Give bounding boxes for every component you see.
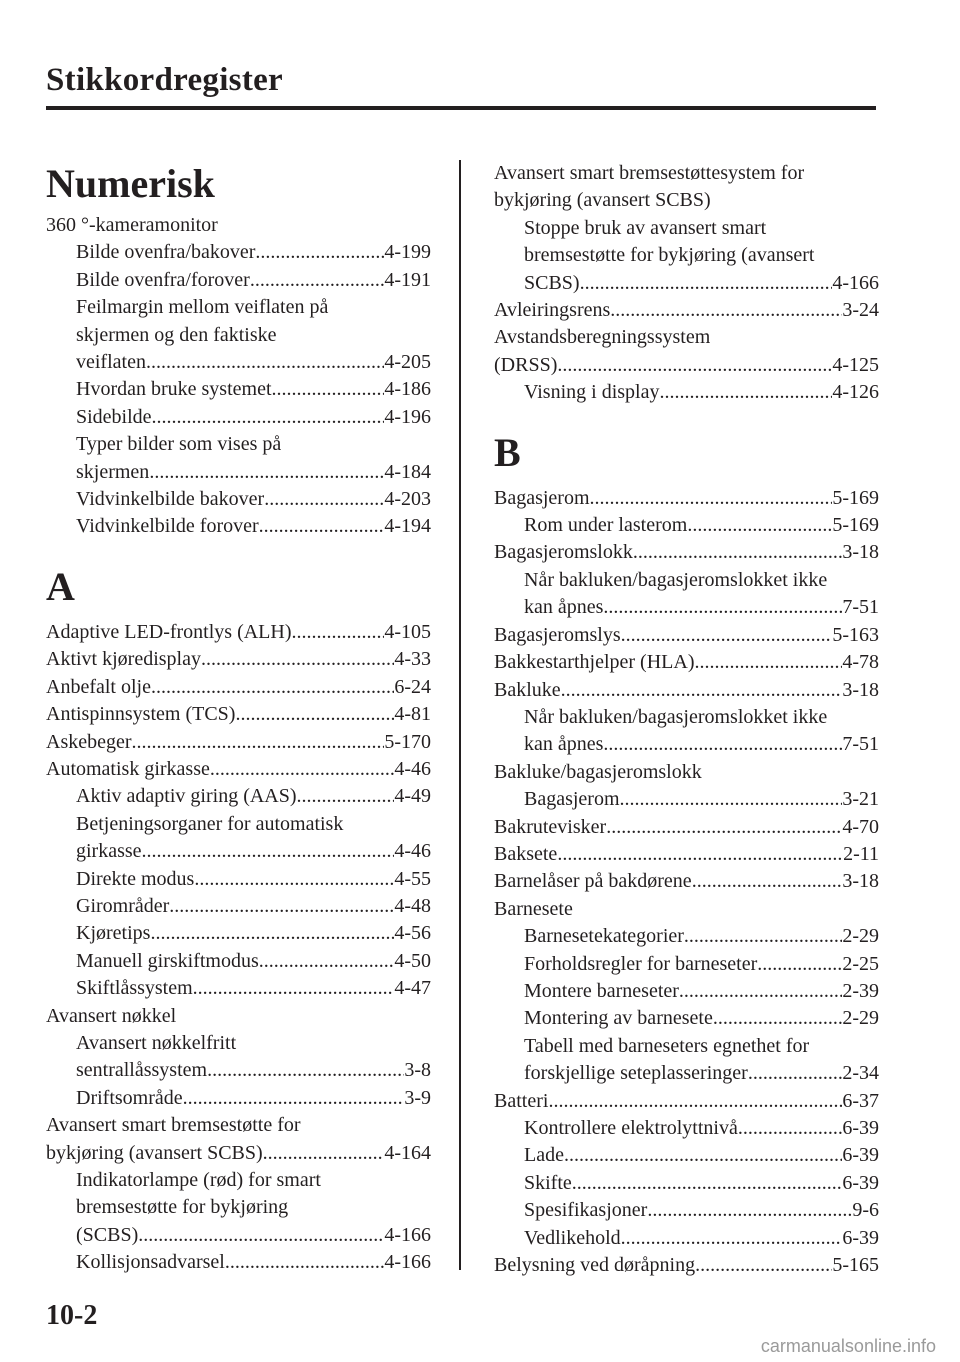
dot-leader xyxy=(621,1225,843,1252)
dot-leader xyxy=(235,701,394,728)
index-entry xyxy=(46,1140,431,1167)
entry-term: Når bakluken/bagasjeromslokket ikke xyxy=(524,568,828,591)
dot-leader xyxy=(149,459,384,486)
dot-leader xyxy=(557,841,843,868)
index-entry xyxy=(494,324,879,351)
index-list-a xyxy=(46,619,431,1277)
index-subentry xyxy=(46,486,431,513)
entry-term: Baksete xyxy=(494,842,558,865)
index-entry xyxy=(494,187,879,214)
dot-leader xyxy=(150,920,394,947)
entry-term: bremsestøtte for bykjøring (avansert xyxy=(524,244,815,267)
entry-term: Bilde ovenfra/bakover xyxy=(76,241,256,264)
dot-leader xyxy=(292,619,385,646)
dot-leader xyxy=(757,951,842,978)
index-entry xyxy=(46,701,431,728)
entry-term: Anbefalt olje xyxy=(46,675,151,698)
entry-page-ref: 4-199 xyxy=(384,241,431,264)
entry-term: Bakluke xyxy=(494,678,561,701)
index-entry xyxy=(46,646,431,673)
entry-page-ref: 3-18 xyxy=(842,870,879,893)
index-entry xyxy=(494,649,879,676)
dot-leader xyxy=(151,674,394,701)
dot-leader xyxy=(259,948,395,975)
entry-term: bykjøring (avansert SCBS) xyxy=(46,1141,263,1164)
entry-page-ref: 6-39 xyxy=(842,1144,879,1167)
index-subentry xyxy=(46,1194,431,1221)
entry-term: Barnesete xyxy=(494,897,573,920)
index-subentry xyxy=(46,239,431,266)
index-subentry xyxy=(494,242,879,269)
index-subentry xyxy=(46,431,431,458)
entry-page-ref: 4-56 xyxy=(394,922,431,945)
index-subentry xyxy=(494,567,879,594)
entry-term: Bakluke/bagasjeromslokk xyxy=(494,760,702,783)
entry-term: bremsestøtte for bykjøring xyxy=(76,1196,289,1219)
entry-term: Spesifikasjoner xyxy=(524,1199,648,1222)
entry-term: Vedlikehold xyxy=(524,1226,621,1249)
entry-page-ref: 3-8 xyxy=(404,1059,431,1082)
index-subentry xyxy=(494,1115,879,1142)
index-entry xyxy=(494,814,879,841)
entry-term: Avansert nøkkelfritt xyxy=(76,1031,237,1054)
entry-page-ref: 4-47 xyxy=(394,977,431,1000)
index-subentry xyxy=(494,731,879,758)
entry-term: Skifte xyxy=(524,1171,572,1194)
index-subentry xyxy=(46,948,431,975)
entry-page-ref: 2-39 xyxy=(842,979,879,1002)
dot-leader xyxy=(250,267,385,294)
index-entry xyxy=(494,485,879,512)
index-subentry xyxy=(494,379,879,406)
entry-term: Montering av barnesete xyxy=(524,1007,713,1030)
entry-term: Barnelåser på bakdørene xyxy=(494,870,692,893)
index-subentry xyxy=(494,215,879,242)
entry-term: Bilde ovenfra/forover xyxy=(76,268,250,291)
dot-leader xyxy=(557,352,832,379)
index-list-b xyxy=(494,485,879,1280)
dot-leader xyxy=(580,270,833,297)
dot-leader xyxy=(659,379,832,406)
entry-term: Typer bilder som vises på xyxy=(76,433,282,456)
index-subentry xyxy=(494,1033,879,1060)
entry-page-ref: 4-78 xyxy=(842,651,879,674)
index-entry xyxy=(46,619,431,646)
index-subentry xyxy=(46,349,431,376)
dot-leader xyxy=(264,486,384,513)
dot-leader xyxy=(621,622,833,649)
watermark: carmanualsonline.info xyxy=(760,1336,936,1356)
index-subentry xyxy=(46,866,431,893)
entry-term: Vidvinkelbilde bakover xyxy=(76,488,265,511)
entry-term: girkasse xyxy=(76,840,142,863)
index-subentry xyxy=(46,294,431,321)
entry-page-ref: 2-11 xyxy=(843,842,879,865)
entry-term: Visning i display xyxy=(524,381,660,404)
index-entry xyxy=(494,352,879,379)
entry-page-ref: 6-39 xyxy=(842,1226,879,1249)
index-subentry xyxy=(46,975,431,1002)
entry-page-ref: 2-25 xyxy=(842,952,879,975)
index-entry xyxy=(46,729,431,756)
index-subentry xyxy=(46,376,431,403)
entry-page-ref: 2-29 xyxy=(842,1007,879,1030)
index-subentry xyxy=(494,704,879,731)
entry-page-ref: 5-165 xyxy=(832,1254,879,1277)
entry-page-ref: 4-205 xyxy=(384,351,431,374)
index-entry xyxy=(494,622,879,649)
index-list-a-continued xyxy=(494,160,879,407)
entry-page-ref: 4-48 xyxy=(394,894,431,917)
entry-page-ref: 3-21 xyxy=(842,788,879,811)
index-entry xyxy=(46,674,431,701)
dot-leader xyxy=(564,1142,842,1169)
entry-term: Tabell med barneseters egnethet for xyxy=(524,1034,810,1057)
page-number: 10-2 xyxy=(46,1300,98,1331)
dot-leader xyxy=(152,404,385,431)
entry-term: Antispinnsystem (TCS) xyxy=(46,703,236,726)
index-entry xyxy=(494,1252,879,1279)
index-entry xyxy=(46,1112,431,1139)
entry-page-ref: 7-51 xyxy=(842,733,879,756)
entry-page-ref: 5-163 xyxy=(832,623,879,646)
dot-leader xyxy=(590,485,833,512)
entry-term: SCBS) xyxy=(524,271,580,294)
dot-leader xyxy=(297,783,395,810)
entry-page-ref: 4-70 xyxy=(842,815,879,838)
entry-page-ref: 4-194 xyxy=(384,515,431,538)
dot-leader xyxy=(692,868,843,895)
header-rule xyxy=(46,106,876,110)
entry-page-ref: 4-33 xyxy=(394,648,431,671)
entry-page-ref: 4-166 xyxy=(384,1251,431,1274)
index-subentry xyxy=(494,1170,879,1197)
dot-leader xyxy=(194,866,394,893)
entry-page-ref: 4-164 xyxy=(384,1141,431,1164)
entry-term: Avansert smart bremsestøtte for xyxy=(46,1114,301,1137)
entry-page-ref: 4-46 xyxy=(394,840,431,863)
entry-page-ref: 3-18 xyxy=(842,678,879,701)
entry-term: kan åpnes xyxy=(524,596,604,619)
entry-page-ref: 4-166 xyxy=(832,271,879,294)
dot-leader xyxy=(572,1170,843,1197)
entry-term: Aktivt kjøredisplay xyxy=(46,648,201,671)
dot-leader xyxy=(548,1088,842,1115)
index-subentry xyxy=(494,512,879,539)
entry-term: skjermen xyxy=(76,460,150,483)
index-subentry xyxy=(46,322,431,349)
index-column-left xyxy=(46,212,431,1277)
entry-term: Montere barneseter xyxy=(524,979,679,1002)
index-subentry xyxy=(494,786,879,813)
entry-page-ref: 4-191 xyxy=(384,268,431,291)
index-entry xyxy=(494,1088,879,1115)
dot-leader xyxy=(193,975,395,1002)
entry-term: Når bakluken/bagasjeromslokket ikke xyxy=(524,705,828,728)
entry-page-ref: 4-105 xyxy=(384,620,431,643)
entry-term: Avstandsberegningssystem xyxy=(494,326,711,349)
entry-term: Skiftlåssystem xyxy=(76,977,193,1000)
entry-term: bykjøring (avansert SCBS) xyxy=(494,189,711,212)
entry-term: Stoppe bruk av avansert smart xyxy=(524,216,767,239)
entry-page-ref: 4-196 xyxy=(384,405,431,428)
entry-term: Avansert nøkkel xyxy=(46,1004,177,1027)
entry-term: veiflaten xyxy=(76,351,146,374)
index-entry xyxy=(494,868,879,895)
entry-page-ref: 4-126 xyxy=(832,381,879,404)
entry-term: Avleiringsrens xyxy=(494,299,611,322)
index-subentry xyxy=(46,459,431,486)
index-entry xyxy=(46,1003,431,1030)
index-entry xyxy=(494,841,879,868)
entry-page-ref: 4-50 xyxy=(394,949,431,972)
column-divider xyxy=(459,160,461,1270)
entry-term: Bakkestarthjelper (HLA) xyxy=(494,651,695,674)
entry-term: Rom under lasterom xyxy=(524,514,688,537)
index-entry xyxy=(494,677,879,704)
entry-term: forskjellige seteplasseringer xyxy=(524,1062,748,1085)
index-column-right xyxy=(494,160,879,1279)
dot-leader xyxy=(610,297,842,324)
entry-term: Barnesetekategorier xyxy=(524,925,684,948)
entry-page-ref: 2-29 xyxy=(842,925,879,948)
index-subentry xyxy=(494,951,879,978)
index-subentry xyxy=(46,783,431,810)
entry-page-ref: 5-169 xyxy=(832,514,879,537)
index-subentry xyxy=(494,1005,879,1032)
index-entry xyxy=(494,539,879,566)
entry-page-ref: 4-125 xyxy=(832,353,879,376)
dot-leader xyxy=(695,1252,832,1279)
dot-leader xyxy=(263,1140,385,1167)
index-entry xyxy=(46,212,431,239)
entry-term: Bagasjeromslys xyxy=(494,623,621,646)
index-subentry xyxy=(46,513,431,540)
entry-term: Kjøretips xyxy=(76,922,151,945)
dot-leader xyxy=(684,923,842,950)
entry-term: Vidvinkelbilde forover xyxy=(76,515,259,538)
section-heading-a: A xyxy=(46,563,75,609)
index-subentry xyxy=(46,1085,431,1112)
entry-term: Betjeningsorganer for automatisk xyxy=(76,812,344,835)
dot-leader xyxy=(210,756,394,783)
entry-term: Bagasjerom xyxy=(524,788,620,811)
entry-page-ref: 4-81 xyxy=(394,703,431,726)
index-subentry xyxy=(46,893,431,920)
dot-leader xyxy=(561,677,843,704)
dot-leader xyxy=(225,1249,384,1276)
entry-term: 360 °-kameramonitor xyxy=(46,214,218,236)
index-entry xyxy=(494,759,879,786)
dot-leader xyxy=(647,1197,852,1224)
index-subentry xyxy=(46,1167,431,1194)
entry-term: (SCBS) xyxy=(76,1223,139,1246)
entry-term: Indikatorlampe (rød) for smart xyxy=(76,1169,321,1191)
entry-page-ref: 4-203 xyxy=(384,488,431,511)
entry-term: skjermen og den faktiske xyxy=(76,323,277,346)
dot-leader xyxy=(687,512,832,539)
dot-leader xyxy=(738,1115,843,1142)
index-subentry xyxy=(494,1142,879,1169)
index-subentry xyxy=(494,1225,879,1252)
dot-leader xyxy=(694,649,842,676)
dot-leader xyxy=(603,594,842,621)
index-subentry xyxy=(46,1222,431,1249)
index-entry xyxy=(494,297,879,324)
entry-page-ref: 4-186 xyxy=(384,378,431,401)
entry-term: Automatisk girkasse xyxy=(46,757,210,780)
entry-term: Forholdsregler for barneseter xyxy=(524,952,758,975)
dot-leader xyxy=(620,786,843,813)
index-entry xyxy=(46,756,431,783)
entry-term: Direkte modus xyxy=(76,867,195,890)
entry-page-ref: 6-24 xyxy=(394,675,431,698)
page-header-title: Stikkordregister xyxy=(46,62,284,98)
index-subentry xyxy=(46,920,431,947)
entry-page-ref: 6-39 xyxy=(842,1171,879,1194)
entry-page-ref: 4-49 xyxy=(394,785,431,808)
entry-page-ref: 6-37 xyxy=(842,1089,879,1112)
entry-page-ref: 3-9 xyxy=(404,1086,431,1109)
index-subentry xyxy=(46,1249,431,1276)
entry-page-ref: 4-46 xyxy=(394,757,431,780)
entry-page-ref: 4-55 xyxy=(394,867,431,890)
entry-term: Kontrollere elektrolyttnivå xyxy=(524,1117,738,1139)
dot-leader xyxy=(633,539,842,566)
entry-term: (DRSS) xyxy=(494,353,558,376)
entry-term: Girområder xyxy=(76,894,170,917)
index-subentry xyxy=(494,923,879,950)
entry-term: Belysning ved døråpning xyxy=(494,1254,696,1277)
index-subentry xyxy=(46,404,431,431)
entry-term: Bagasjerom xyxy=(494,486,590,509)
entry-term: Kollisjonsadvarsel xyxy=(76,1251,225,1274)
entry-term: Hvordan bruke systemet xyxy=(76,378,272,401)
entry-term: kan åpnes xyxy=(524,733,604,756)
entry-term: Avansert smart bremsestøttesystem for xyxy=(494,162,805,184)
index-subentry xyxy=(494,978,879,1005)
dot-leader xyxy=(138,1222,384,1249)
entry-page-ref: 2-34 xyxy=(842,1062,879,1085)
dot-leader xyxy=(259,513,385,540)
entry-page-ref: 6-39 xyxy=(842,1117,879,1139)
entry-term: Bakrutevisker xyxy=(494,815,607,838)
entry-page-ref: 5-170 xyxy=(384,730,431,753)
entry-term: Batteri xyxy=(494,1089,549,1112)
dot-leader xyxy=(255,239,384,266)
section-heading-numerisk: Numerisk xyxy=(46,161,215,206)
entry-page-ref: 7-51 xyxy=(842,596,879,619)
index-subentry xyxy=(46,1057,431,1084)
index-subentry xyxy=(46,811,431,838)
entry-page-ref: 3-24 xyxy=(842,299,879,322)
dot-leader xyxy=(142,838,395,865)
entry-term: Bagasjeromslokk xyxy=(494,541,633,564)
entry-term: Adaptive LED-frontlys (ALH) xyxy=(46,620,292,643)
index-entry xyxy=(494,896,879,923)
dot-leader xyxy=(679,978,842,1005)
index-subentry xyxy=(46,838,431,865)
entry-page-ref: 4-184 xyxy=(384,460,431,483)
dot-leader xyxy=(713,1005,843,1032)
section-heading-b: B xyxy=(494,429,521,475)
index-subentry xyxy=(494,594,879,621)
dot-leader xyxy=(606,814,842,841)
dot-leader xyxy=(132,729,385,756)
dot-leader xyxy=(748,1060,843,1087)
entry-term: Manuell girskiftmodus xyxy=(76,949,259,972)
entry-page-ref: 3-18 xyxy=(842,541,879,564)
index-list-numerisk xyxy=(46,212,431,541)
entry-page-ref: 5-169 xyxy=(832,486,879,509)
entry-term: Askebeger xyxy=(46,730,132,753)
entry-term: Feilmargin mellom veiflaten på xyxy=(76,296,329,319)
entry-page-ref: 9-6 xyxy=(852,1199,879,1222)
dot-leader xyxy=(169,893,394,920)
dot-leader xyxy=(603,731,842,758)
entry-term: sentrallåssystem xyxy=(76,1059,208,1082)
dot-leader xyxy=(207,1057,404,1084)
entry-term: Lade xyxy=(524,1144,564,1167)
dot-leader xyxy=(272,376,385,403)
index-subentry xyxy=(46,1030,431,1057)
entry-term: Aktiv adaptiv giring (AAS) xyxy=(76,785,297,808)
dot-leader xyxy=(146,349,384,376)
entry-term: Driftsområde xyxy=(76,1086,183,1109)
index-subentry xyxy=(494,1060,879,1087)
index-subentry xyxy=(494,270,879,297)
entry-term: Sidebilde xyxy=(76,405,152,428)
index-subentry xyxy=(46,267,431,294)
entry-page-ref: 4-166 xyxy=(384,1223,431,1246)
index-subentry xyxy=(494,1197,879,1224)
index-entry xyxy=(494,160,879,187)
dot-leader xyxy=(201,646,394,673)
dot-leader xyxy=(183,1085,405,1112)
